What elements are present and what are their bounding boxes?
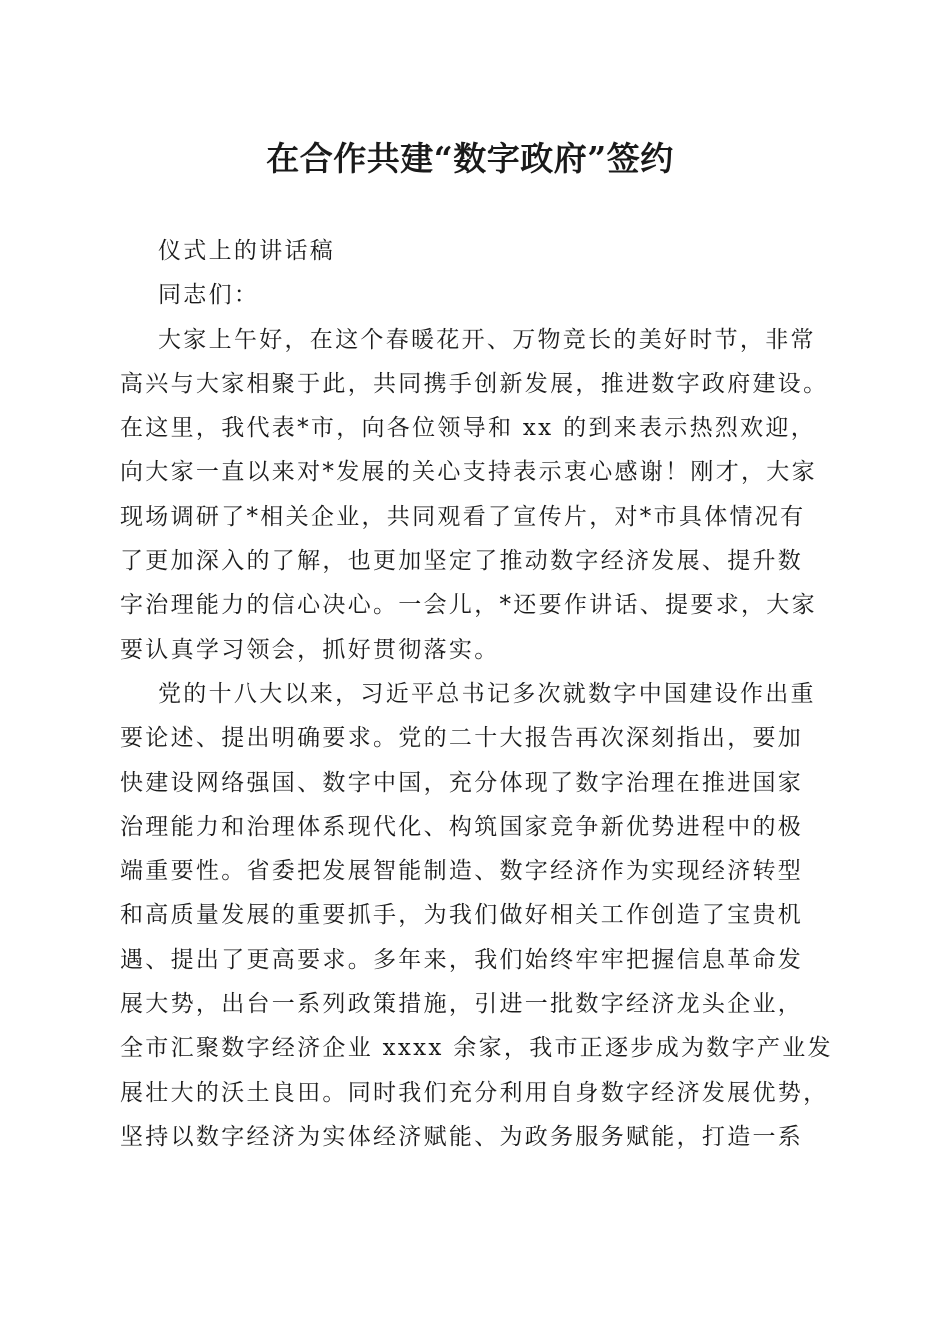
text-line: 治理能力和治理体系现代化、构筑国家竞争新优势进程中的极 xyxy=(120,813,804,840)
text-line: 字治理能力的信心决心。一会儿，*还要作讲话、提要求，大家 xyxy=(120,592,817,619)
text-line: 遇、提出了更高要求。多年来，我们始终牢牢把握信息革命发 xyxy=(120,946,804,973)
text-line: 了更加深入的了解，也更加坚定了推动数字经济发展、提升数 xyxy=(120,548,804,575)
text-line: 快建设网络强国、数字中国，充分体现了数字治理在推进国家 xyxy=(120,769,804,796)
text-line: 展大势，出台一系列政策措施，引进一批数字经济龙头企业， xyxy=(120,991,804,1018)
document-body xyxy=(120,229,840,1159)
text-line: 现场调研了*相关企业，共同观看了宣传片，对*市具体情况有 xyxy=(120,503,806,530)
text-line: 在这里，我代表*市，向各位领导和 xx 的到来表示热烈欢迎， xyxy=(120,415,817,442)
text-line: 展壮大的沃土良田。同时我们充分利用自身数字经济发展优势， xyxy=(120,1079,829,1106)
text-line: 向大家一直以来对*发展的关心支持表示衷心感谢！刚才，大家 xyxy=(120,459,817,486)
text-line: 全市汇聚数字经济企业 xxxx 余家，我市正逐步成为数字产业发 xyxy=(120,1035,833,1062)
text-line: 端重要性。省委把发展智能制造、数字经济作为实现经济转型 xyxy=(120,858,804,885)
text-line: 大家上午好，在这个春暖花开、万物竞长的美好时节，非常 xyxy=(158,326,816,353)
text-line: 坚持以数字经济为实体经济赋能、为政务服务赋能，打造一系 xyxy=(120,1123,804,1150)
text-line: 党的十八大以来，习近平总书记多次就数字中国建设作出重 xyxy=(158,680,816,707)
text-line: 同志们： xyxy=(158,282,260,309)
document-title: 在合作共建“数字政府”签约 xyxy=(266,139,674,178)
text-line: 和高质量发展的重要抓手，为我们做好相关工作创造了宝贵机 xyxy=(120,902,804,929)
text-line: 要论述、提出明确要求。党的二十大报告再次深刻指出，要加 xyxy=(120,725,804,752)
text-line: 仪式上的讲话稿 xyxy=(158,238,336,264)
text-line: 高兴与大家相聚于此，共同携手创新发展，推进数字政府建设。 xyxy=(120,370,829,397)
text-line: 要认真学习领会，抓好贯彻落实。 xyxy=(120,636,500,663)
